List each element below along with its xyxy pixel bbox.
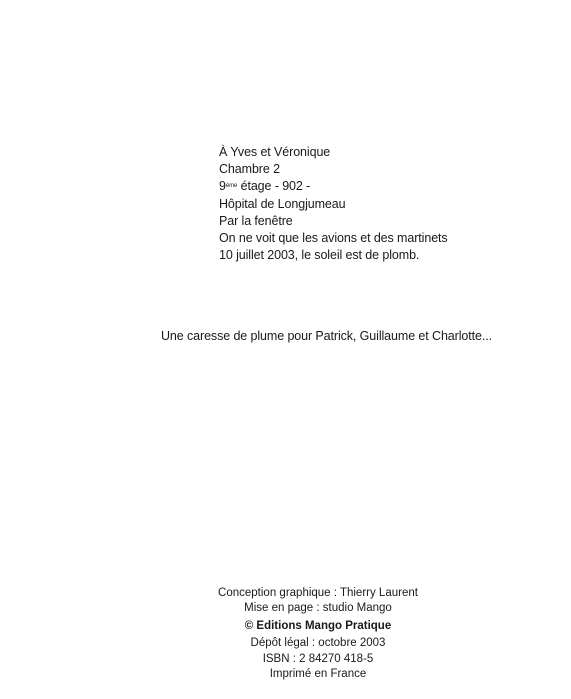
floor-rest: étage - 902 - (237, 179, 311, 194)
dedication-block (219, 144, 448, 264)
tribute-line: Une caresse de plume pour Patrick, Guillaume et Charlotte... (161, 329, 492, 343)
dedication-line: Chambre 2 (219, 162, 280, 177)
dedication-line: Hôpital de Longjumeau (219, 196, 346, 211)
dedication-line: On ne voit que les avions et des martinets (219, 231, 448, 246)
isbn: ISBN : 2 84270 418-5 (262, 652, 374, 665)
printed-in: Imprimé en France (269, 668, 367, 681)
dedication-line: À Yves et Véronique (219, 145, 331, 159)
publisher-credit: © Editions Mango Pratique (244, 619, 392, 632)
dedication-line: 10 juillet 2003, le soleil est de plomb. (219, 248, 420, 263)
dedication-line: Par la fenêtre (219, 213, 293, 228)
colophon (218, 586, 418, 682)
legal-deposit: Dépôt légal : octobre 2003 (250, 637, 386, 650)
layout-credit: Mise en page : studio Mango (244, 602, 392, 615)
design-credit: Conception graphique : Thierry Laurent (218, 587, 418, 599)
floor-number: 9 (219, 179, 226, 194)
floor-ordinal-superscript: ème (225, 183, 238, 190)
dedication-line (219, 178, 448, 195)
